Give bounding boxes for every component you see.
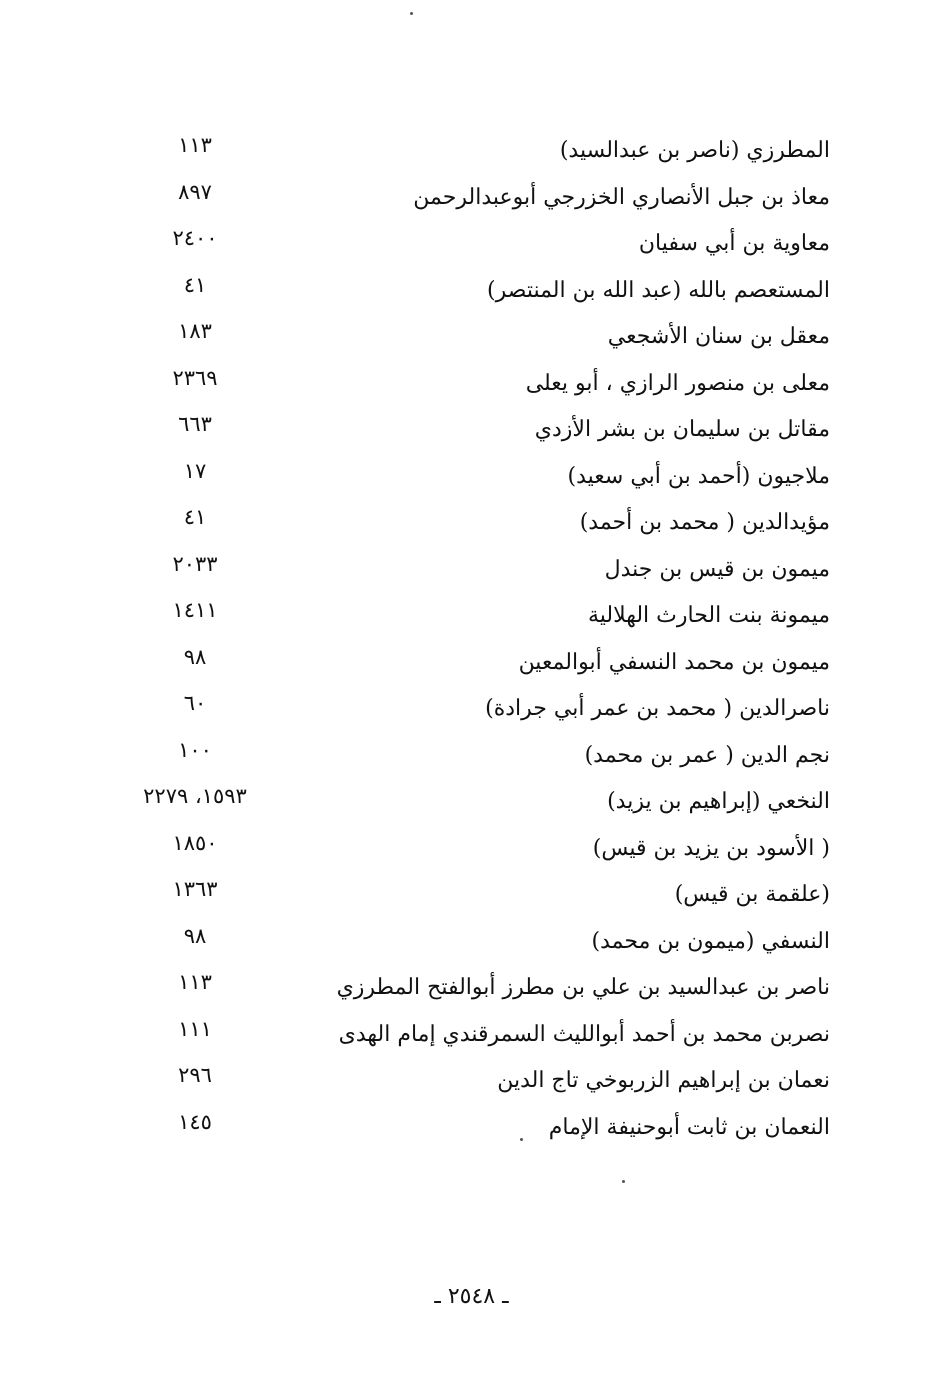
entry-page-number: ١١٣ (178, 133, 212, 157)
entry-page-number: ٨٩٧ (178, 179, 212, 204)
entry-name: ميمون بن قيس بن جندل (604, 556, 830, 582)
entry-page-number: ١٤١١ (172, 598, 218, 622)
entry-name: ناصرالدين ( محمد بن عمر أبي جرادة) (485, 696, 830, 721)
entry-name: معلى بن منصور الرازي ، أبو يعلى (525, 370, 830, 396)
index-row (100, 1062, 830, 1109)
entry-page-number: ١٥٩٣، ٢٢٧٩ (143, 784, 247, 808)
page-number-footer: ـ ٢٥٤٨ ـ (434, 1284, 509, 1309)
top-speck (410, 12, 413, 15)
index-row (100, 737, 830, 784)
entry-page-number: ٩٨ (183, 923, 207, 948)
entry-name: النعمان بن ثابت أبوحنيفة الإمام (548, 1114, 830, 1140)
index-row (100, 923, 830, 970)
index-row (100, 458, 830, 505)
entry-page-number: ٢٠٣٣ (172, 551, 218, 576)
index-row (100, 225, 830, 272)
index-row (100, 411, 830, 458)
entry-name: ناصر بن عبدالسيد بن علي بن مطرز أبوالفتح المطرزي (336, 975, 830, 1000)
index-row (100, 969, 830, 1016)
stray-speck (622, 1180, 625, 1183)
entry-name: المستعصم بالله (عبد الله بن المنتصر) (487, 277, 830, 303)
entry-page-number: ٦٦٣ (178, 412, 212, 436)
index-row (100, 1016, 830, 1063)
index-row (100, 179, 830, 226)
entry-page-number: ٤١ (183, 272, 207, 297)
index-row (100, 783, 830, 830)
index-row (100, 1109, 830, 1156)
entry-name: مؤيدالدين ( محمد بن أحمد) (579, 510, 830, 535)
index-row (100, 690, 830, 737)
index-row (100, 876, 830, 923)
entry-page-number: ١٣٦٣ (172, 877, 218, 901)
stray-speck (520, 1138, 523, 1141)
entry-name: ملاجيون (أحمد بن أبي سعيد) (567, 463, 830, 489)
index-row (100, 644, 830, 691)
entry-name: النخعي (إبراهيم بن يزيد) (607, 789, 830, 814)
entry-name: ميمونة بنت الحارث الهلالية (587, 603, 830, 628)
entry-name: نجم الدين ( عمر بن محمد) (584, 742, 830, 768)
index-list (100, 132, 830, 1155)
index-row (100, 551, 830, 598)
index-row (100, 504, 830, 551)
entry-page-number: ١١١ (178, 1016, 212, 1041)
entry-page-number: ٤١ (183, 505, 207, 529)
entry-name: (علقمة بن قيس) (674, 882, 830, 907)
index-row (100, 318, 830, 365)
entry-name: نصربن محمد بن أحمد أبوالليث السمرقندي إمام الهدى (338, 1021, 830, 1047)
entry-name: ميمون بن محمد النسفي أبوالمعين (518, 649, 830, 675)
entry-page-number: ٩٨ (183, 644, 207, 669)
entry-name: ( الأسود بن يزيد بن قيس) (592, 835, 830, 861)
entry-page-number: ٢٤٠٠ (172, 226, 218, 250)
index-row (100, 597, 830, 644)
entry-name: معقل بن سنان الأشجعي (607, 324, 830, 349)
entry-name: المطرزي (ناصر بن عبدالسيد) (559, 138, 830, 163)
entry-page-number: ١١٣ (178, 970, 212, 994)
entry-page-number: ١٨٥٠ (172, 830, 218, 855)
entry-name: النسفي (ميمون بن محمد) (591, 928, 830, 954)
entry-name: نعمان بن إبراهيم الزربوخي تاج الدين (497, 1068, 830, 1093)
entry-page-number: ١٧ (183, 458, 207, 483)
entry-page-number: ١٤٥ (178, 1109, 212, 1134)
entry-page-number: ٦٠ (183, 691, 207, 715)
entry-name: مقاتل بن سليمان بن بشر الأزدي (534, 417, 830, 442)
entry-page-number: ٢٣٦٩ (172, 365, 218, 390)
entry-page-number: ١٠٠ (178, 737, 212, 762)
index-row (100, 365, 830, 412)
entry-page-number: ٢٩٦ (178, 1063, 212, 1087)
index-row (100, 132, 830, 179)
entry-name: معاذ بن جبل الأنصاري الخزرجي أبوعبدالرحمن (413, 184, 830, 210)
entry-name: معاوية بن أبي سفيان (638, 231, 830, 256)
entry-page-number: ١٨٣ (178, 319, 212, 343)
index-row (100, 272, 830, 319)
index-row (100, 830, 830, 877)
